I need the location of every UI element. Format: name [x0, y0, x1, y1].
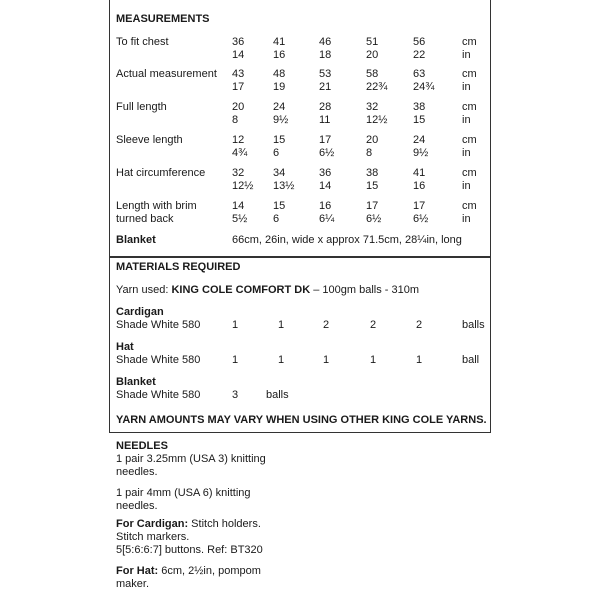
measure-in-value: 18	[319, 49, 332, 61]
measure-cm-value: 32	[366, 101, 379, 113]
measure-cm-value: 20	[366, 134, 379, 146]
measure-cm-value: 15	[273, 200, 286, 212]
hat-notions-2: maker.	[116, 578, 150, 590]
measure-cm-value: 14	[232, 200, 245, 212]
measure-cm-value: 17	[413, 200, 426, 212]
measure-in-value: 6½	[319, 147, 335, 159]
measure-label: To fit chest	[116, 36, 169, 48]
measure-cm-value: 16	[319, 200, 332, 212]
measure-in-value: 22	[413, 49, 426, 61]
cardigan-unit: balls	[462, 319, 485, 331]
measure-cm-value: 15	[273, 134, 286, 146]
hat-unit: ball	[462, 354, 480, 366]
measure-cm-value: 38	[366, 167, 379, 179]
measure-cm-value: 46	[319, 36, 332, 48]
cardigan-amount: 1	[232, 319, 239, 331]
hat-notions	[116, 565, 261, 578]
measure-in-value: 15	[413, 114, 426, 126]
measure-cm-value: 20	[232, 101, 245, 113]
measure-label: turned back	[116, 213, 174, 225]
hat-amount: 1	[323, 354, 330, 366]
measure-in-value: 6½	[366, 213, 382, 225]
materials-heading: MATERIALS REQUIRED	[116, 261, 241, 273]
measure-cm-value: 36	[319, 167, 332, 179]
yarn-suffix: – 100gm balls - 310m	[310, 284, 420, 296]
yarn-used	[116, 284, 419, 297]
measure-cm-value: 24	[273, 101, 286, 113]
needle-line-2b: needles.	[116, 500, 158, 512]
measure-in-value: 22¾	[366, 81, 388, 93]
measure-in-value: 9½	[273, 114, 289, 126]
yarn-prefix: Yarn used:	[116, 284, 172, 296]
unit-cm: cm	[462, 200, 477, 212]
measure-in-value: 11	[319, 114, 331, 126]
hat-shade: Shade White 580	[116, 354, 201, 366]
measure-in-value: 6	[273, 213, 280, 225]
measure-in-value: 16	[413, 180, 426, 192]
blanket-label: Blanket	[116, 234, 156, 246]
measure-cm-value: 41	[413, 167, 426, 179]
cardigan-amount: 2	[323, 319, 330, 331]
measure-cm-value: 51	[366, 36, 379, 48]
cardigan-title: Cardigan	[116, 306, 164, 318]
measure-cm-value: 53	[319, 68, 332, 80]
unit-in: in	[462, 213, 471, 225]
measure-cm-value: 12	[232, 134, 245, 146]
measure-in-value: 5½	[232, 213, 248, 225]
measure-cm-value: 24	[413, 134, 426, 146]
measure-in-value: 21	[319, 81, 332, 93]
measure-in-value: 19	[273, 81, 286, 93]
hat-amount: 1	[370, 354, 377, 366]
blanket-unit: balls	[266, 389, 289, 401]
measure-cm-value: 28	[319, 101, 332, 113]
cardigan-notions-label: For Cardigan:	[116, 518, 189, 530]
measure-cm-value: 32	[232, 167, 245, 179]
measure-cm-value: 17	[319, 134, 332, 146]
yarn-name: KING COLE COMFORT DK	[171, 284, 311, 296]
hat-amount: 1	[416, 354, 423, 366]
measure-label: Actual measurement	[116, 68, 217, 80]
cardigan-notions	[116, 518, 261, 531]
unit-cm: cm	[462, 101, 477, 113]
hat-amount: 1	[278, 354, 285, 366]
measure-label: Length with brim	[116, 200, 197, 212]
measure-cm-value: 34	[273, 167, 286, 179]
measure-in-value: 15	[366, 180, 379, 192]
blanket-shade: Shade White 580	[116, 389, 201, 401]
measure-in-value: 16	[273, 49, 286, 61]
cardigan-notions-2: Stitch markers.	[116, 531, 190, 543]
measure-in-value: 12½	[232, 180, 254, 192]
unit-in: in	[462, 49, 471, 61]
measure-label: Sleeve length	[116, 134, 183, 146]
unit-in: in	[462, 114, 471, 126]
needle-line-1a: 1 pair 3.25mm (USA 3) knitting	[116, 453, 266, 465]
measure-cm-value: 63	[413, 68, 426, 80]
measure-in-value: 14	[319, 180, 332, 192]
measure-label: Full length	[116, 101, 167, 113]
measure-cm-value: 36	[232, 36, 245, 48]
blanket-amount: 3	[232, 389, 239, 401]
hat-notions-label: For Hat:	[116, 565, 159, 577]
measure-in-value: 12½	[366, 114, 388, 126]
hat-amount: 1	[232, 354, 239, 366]
hat-notions-1: 6cm, 2½in, pompom	[158, 565, 261, 577]
measure-in-value: 14	[232, 49, 245, 61]
measure-in-value: 17	[232, 81, 245, 93]
measure-cm-value: 48	[273, 68, 286, 80]
measure-in-value: 13½	[273, 180, 295, 192]
needle-line-1b: needles.	[116, 466, 158, 478]
blanket-title: Blanket	[116, 376, 156, 388]
measure-in-value: 9½	[413, 147, 429, 159]
measure-in-value: 6	[273, 147, 280, 159]
hat-title: Hat	[116, 341, 134, 353]
measure-in-value: 4¾	[232, 147, 248, 159]
measure-in-value: 8	[366, 147, 373, 159]
cardigan-notions-1: Stitch holders.	[188, 518, 261, 530]
blanket-size: 66cm, 26in, wide x approx 71.5cm, 28¼in, long	[232, 234, 462, 246]
measure-cm-value: 38	[413, 101, 426, 113]
needle-line-2a: 1 pair 4mm (USA 6) knitting	[116, 487, 251, 499]
measure-cm-value: 17	[366, 200, 379, 212]
cardigan-notions-3: 5[5:6:6:7] buttons. Ref: BT320	[116, 544, 263, 556]
unit-cm: cm	[462, 167, 477, 179]
measure-in-value: 8	[232, 114, 239, 126]
unit-cm: cm	[462, 36, 477, 48]
cardigan-amount: 1	[278, 319, 285, 331]
measure-in-value: 24¾	[413, 81, 435, 93]
measure-in-value: 20	[366, 49, 379, 61]
measure-cm-value: 43	[232, 68, 245, 80]
needles-heading: NEEDLES	[116, 440, 168, 452]
unit-in: in	[462, 147, 471, 159]
measure-cm-value: 56	[413, 36, 426, 48]
measure-in-value: 6¼	[319, 213, 335, 225]
unit-in: in	[462, 81, 471, 93]
cardigan-shade: Shade White 580	[116, 319, 201, 331]
measure-label: Hat circumference	[116, 167, 206, 179]
unit-cm: cm	[462, 68, 477, 80]
cardigan-amount: 2	[370, 319, 377, 331]
unit-in: in	[462, 180, 471, 192]
measure-in-value: 6½	[413, 213, 429, 225]
measurements-heading: MEASUREMENTS	[116, 13, 210, 25]
cardigan-amount: 2	[416, 319, 423, 331]
unit-cm: cm	[462, 134, 477, 146]
yarn-warning: YARN AMOUNTS MAY VARY WHEN USING OTHER KING COLE YARNS.	[116, 414, 487, 426]
measure-cm-value: 41	[273, 36, 286, 48]
measure-cm-value: 58	[366, 68, 379, 80]
